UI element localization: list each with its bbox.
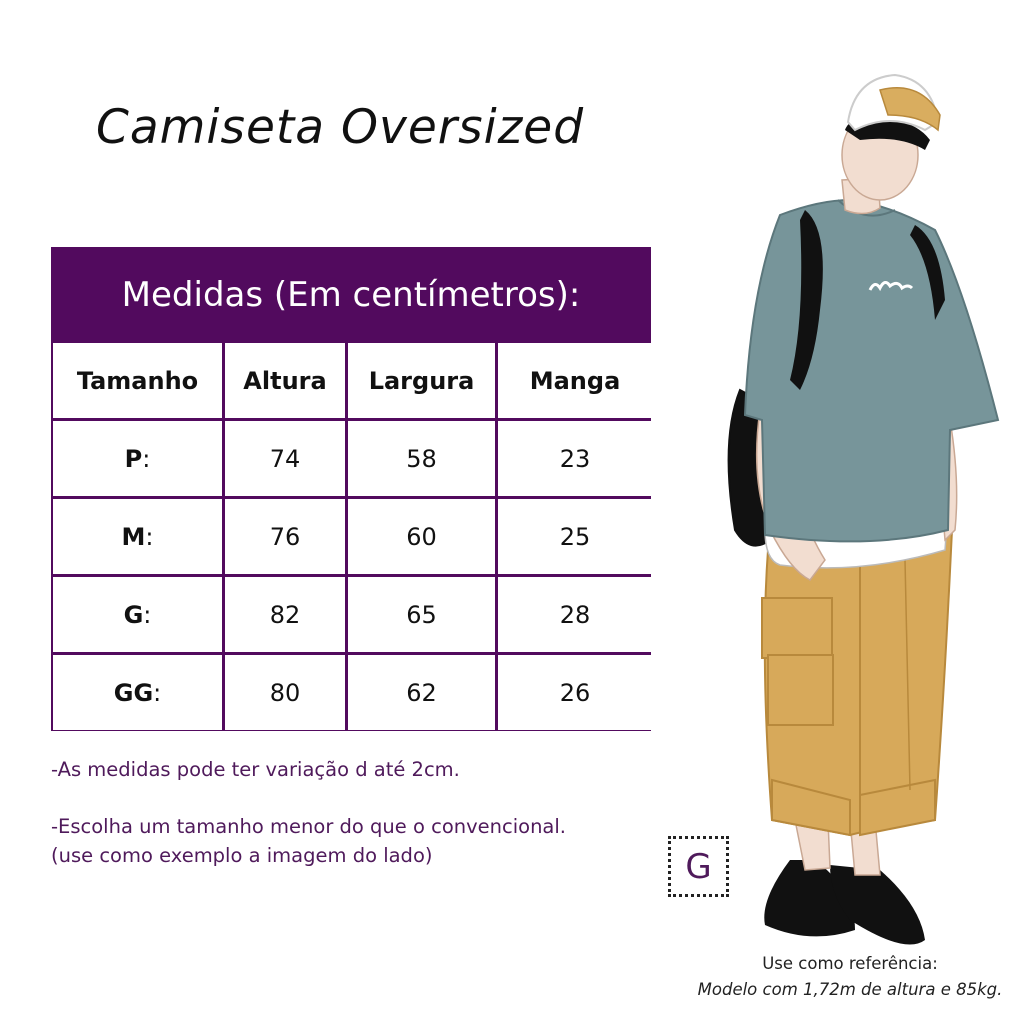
shirt-icon	[745, 200, 998, 541]
manga-cell: 25	[498, 499, 652, 574]
size-cell-gg	[53, 655, 222, 730]
size-suffix: :	[142, 444, 151, 473]
manga-cell: 26	[498, 655, 652, 730]
largura-cell: 60	[348, 499, 495, 574]
size-label: P	[124, 444, 143, 473]
manga-cell: 23	[498, 421, 652, 496]
size-suffix: :	[145, 522, 154, 551]
size-cell-p	[53, 421, 222, 496]
column-header-altura: Altura	[225, 343, 345, 418]
note-example: (use como exemplo a imagem do lado)	[51, 844, 433, 867]
table-grid	[53, 343, 649, 730]
altura-cell: 74	[225, 421, 345, 496]
altura-cell: 82	[225, 577, 345, 652]
largura-cell: 65	[348, 577, 495, 652]
size-suffix: :	[143, 600, 152, 629]
size-cell-m	[53, 499, 222, 574]
size-label: GG	[113, 678, 154, 707]
column-header-largura: Largura	[348, 343, 495, 418]
note-size-advice: -Escolha um tamanho menor do que o convencional.	[51, 815, 566, 838]
model-size-badge: G	[668, 836, 729, 897]
altura-cell: 76	[225, 499, 345, 574]
table-header: Medidas (Em centímetros):	[121, 275, 581, 315]
largura-cell: 58	[348, 421, 495, 496]
model-illustration	[720, 60, 1020, 960]
notes	[51, 755, 671, 870]
size-label: G	[123, 600, 144, 629]
column-header-manga: Manga	[498, 343, 652, 418]
column-header-tamanho: Tamanho	[53, 343, 222, 418]
size-cell-g	[53, 577, 222, 652]
largura-cell: 62	[348, 655, 495, 730]
model-caption	[680, 951, 1020, 1003]
caption-model-details: Modelo com 1,72m de altura e 85kg.	[697, 980, 1003, 999]
size-suffix: :	[153, 678, 162, 707]
manga-cell: 28	[498, 577, 652, 652]
size-table	[51, 247, 651, 731]
altura-cell: 80	[225, 655, 345, 730]
note-variation: -As medidas pode ter variação d até 2cm.	[51, 758, 460, 781]
caption-reference: Use como referência:	[762, 954, 938, 973]
size-label: M	[121, 522, 146, 551]
page-title: Camiseta Oversized	[96, 100, 585, 155]
